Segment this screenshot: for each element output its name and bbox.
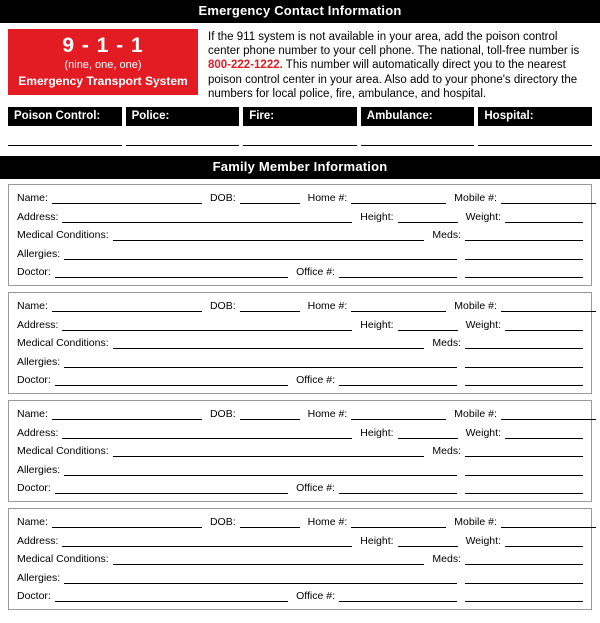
field-height[interactable] xyxy=(398,319,458,331)
row-doctor xyxy=(17,266,583,278)
emergency-number-spelled: (nine, one, one) xyxy=(64,59,142,71)
contact-label-police: Police: xyxy=(126,107,240,126)
row-medical xyxy=(17,229,583,241)
row-medical xyxy=(17,445,583,457)
field-weight[interactable] xyxy=(505,427,583,439)
field-doctor[interactable] xyxy=(55,482,288,494)
emergency-number: 9 - 1 - 1 xyxy=(62,34,144,57)
field-address[interactable] xyxy=(62,319,352,331)
label-home: Home #: xyxy=(307,192,348,205)
field-medical-conditions[interactable] xyxy=(113,445,425,457)
label-medical-conditions: Medical Conditions: xyxy=(17,337,109,350)
field-address[interactable] xyxy=(62,535,352,547)
row-doctor xyxy=(17,374,583,386)
row-doctor xyxy=(17,590,583,602)
label-office: Office #: xyxy=(296,482,335,495)
label-home: Home #: xyxy=(307,516,348,529)
emergency-contact-write-lines xyxy=(0,144,600,146)
label-office: Office #: xyxy=(296,374,335,387)
field-office-phone[interactable] xyxy=(339,266,457,278)
section-header-family: Family Member Information xyxy=(0,156,600,179)
label-doctor: Doctor: xyxy=(17,266,51,279)
field-doctor[interactable] xyxy=(55,374,288,386)
row-identity xyxy=(17,408,583,420)
contact-line-ambulance[interactable] xyxy=(361,144,475,146)
field-home-phone[interactable] xyxy=(351,300,446,312)
label-home: Home #: xyxy=(307,408,348,421)
label-mobile: Mobile #: xyxy=(454,300,497,313)
field-weight[interactable] xyxy=(505,319,583,331)
emergency-contact-labels xyxy=(0,103,600,126)
row-allergies xyxy=(17,356,583,368)
field-dob[interactable] xyxy=(240,300,300,312)
field-allergies[interactable] xyxy=(64,248,457,260)
field-allergies[interactable] xyxy=(64,464,457,476)
contact-label-hospital: Hospital: xyxy=(478,107,592,126)
row-address xyxy=(17,535,583,547)
label-weight: Weight: xyxy=(465,210,501,223)
field-height[interactable] xyxy=(398,535,458,547)
field-doctor[interactable] xyxy=(55,590,288,602)
label-mobile: Mobile #: xyxy=(454,516,497,529)
label-allergies: Allergies: xyxy=(17,571,61,584)
row-allergies xyxy=(17,572,583,584)
field-medical-conditions[interactable] xyxy=(113,229,425,241)
label-name: Name: xyxy=(17,300,48,313)
field-home-phone[interactable] xyxy=(351,408,446,420)
label-weight: Weight: xyxy=(465,426,501,439)
row-address xyxy=(17,319,583,331)
field-weight[interactable] xyxy=(505,211,583,223)
field-dob[interactable] xyxy=(240,516,300,528)
row-doctor xyxy=(17,482,583,494)
field-doctor-extra[interactable] xyxy=(465,374,583,386)
emergency-transport-system-label: Emergency Transport System xyxy=(18,74,188,88)
label-height: Height: xyxy=(360,318,394,331)
label-doctor: Doctor: xyxy=(17,590,51,603)
label-dob: DOB: xyxy=(209,408,236,421)
field-medical-conditions[interactable] xyxy=(113,553,425,565)
label-address: Address: xyxy=(17,426,59,439)
label-dob: DOB: xyxy=(209,516,236,529)
field-office-phone[interactable] xyxy=(339,590,457,602)
family-member-card xyxy=(8,184,592,286)
field-doctor-extra[interactable] xyxy=(465,266,583,278)
label-allergies: Allergies: xyxy=(17,463,61,476)
field-allergies-extra[interactable] xyxy=(465,464,583,476)
field-address[interactable] xyxy=(62,427,352,439)
label-name: Name: xyxy=(17,516,48,529)
field-doctor-extra[interactable] xyxy=(465,590,583,602)
field-mobile-phone[interactable] xyxy=(501,192,596,204)
label-home: Home #: xyxy=(307,300,348,313)
row-medical xyxy=(17,337,583,349)
row-address xyxy=(17,211,583,223)
label-medical-conditions: Medical Conditions: xyxy=(17,445,109,458)
row-allergies xyxy=(17,248,583,260)
label-address: Address: xyxy=(17,318,59,331)
row-identity xyxy=(17,192,583,204)
section-header-emergency: Emergency Contact Information xyxy=(0,0,600,23)
label-name: Name: xyxy=(17,408,48,421)
emergency-911-badge xyxy=(8,29,198,95)
contact-line-poison-control[interactable] xyxy=(8,144,122,146)
label-doctor: Doctor: xyxy=(17,374,51,387)
field-meds[interactable] xyxy=(465,229,583,241)
field-name[interactable] xyxy=(52,408,202,420)
field-office-phone[interactable] xyxy=(339,482,457,494)
label-medical-conditions: Medical Conditions: xyxy=(17,229,109,242)
label-height: Height: xyxy=(360,534,394,547)
emergency-block xyxy=(0,23,600,103)
family-member-card xyxy=(8,508,592,610)
label-mobile: Mobile #: xyxy=(454,408,497,421)
label-weight: Weight: xyxy=(465,534,501,547)
label-address: Address: xyxy=(17,210,59,223)
field-mobile-phone[interactable] xyxy=(501,408,596,420)
label-allergies: Allergies: xyxy=(17,355,61,368)
field-mobile-phone[interactable] xyxy=(501,516,596,528)
field-doctor-extra[interactable] xyxy=(465,482,583,494)
emergency-instructions-part1: If the 911 system is not available in your area, add the poison control center phone number to your cell phone. The national, toll-free number is xyxy=(208,31,580,58)
field-home-phone[interactable] xyxy=(351,192,446,204)
contact-line-fire[interactable] xyxy=(243,144,357,146)
label-meds: Meds: xyxy=(432,553,461,566)
field-meds[interactable] xyxy=(465,553,583,565)
contact-label-poison-control: Poison Control: xyxy=(8,107,122,126)
label-doctor: Doctor: xyxy=(17,482,51,495)
field-doctor[interactable] xyxy=(55,266,288,278)
contact-label-fire: Fire: xyxy=(243,107,357,126)
field-meds[interactable] xyxy=(465,337,583,349)
row-allergies xyxy=(17,464,583,476)
field-height[interactable] xyxy=(398,427,458,439)
label-medical-conditions: Medical Conditions: xyxy=(17,553,109,566)
label-name: Name: xyxy=(17,192,48,205)
label-allergies: Allergies: xyxy=(17,247,61,260)
label-mobile: Mobile #: xyxy=(454,192,497,205)
field-mobile-phone[interactable] xyxy=(501,300,596,312)
field-dob[interactable] xyxy=(240,192,300,204)
label-meds: Meds: xyxy=(432,337,461,350)
field-home-phone[interactable] xyxy=(351,516,446,528)
family-member-card xyxy=(8,400,592,502)
label-weight: Weight: xyxy=(465,318,501,331)
emergency-instructions xyxy=(208,29,592,101)
label-address: Address: xyxy=(17,534,59,547)
field-address[interactable] xyxy=(62,211,352,223)
family-member-cards xyxy=(0,179,600,610)
contact-line-hospital[interactable] xyxy=(478,144,592,146)
emergency-instructions-part2: This number will automatically direct you to the nearest poison control center in your area. Also add to your phone's directory the numbers for local police, fire, ambulance, and hospital. xyxy=(208,59,578,100)
row-address xyxy=(17,427,583,439)
family-member-card xyxy=(8,292,592,394)
field-allergies-extra[interactable] xyxy=(465,248,583,260)
spacer xyxy=(0,146,600,156)
field-allergies[interactable] xyxy=(64,356,457,368)
label-office: Office #: xyxy=(296,266,335,279)
field-allergies-extra[interactable] xyxy=(465,572,583,584)
row-medical xyxy=(17,553,583,565)
field-medical-conditions[interactable] xyxy=(113,337,425,349)
label-meds: Meds: xyxy=(432,445,461,458)
poison-control-national-number: 800-222-1222. xyxy=(208,59,283,72)
label-height: Height: xyxy=(360,426,394,439)
row-identity xyxy=(17,516,583,528)
field-meds[interactable] xyxy=(465,445,583,457)
field-height[interactable] xyxy=(398,211,458,223)
label-meds: Meds: xyxy=(432,229,461,242)
field-dob[interactable] xyxy=(240,408,300,420)
label-office: Office #: xyxy=(296,590,335,603)
field-name[interactable] xyxy=(52,300,202,312)
field-name[interactable] xyxy=(52,516,202,528)
row-identity xyxy=(17,300,583,312)
field-allergies-extra[interactable] xyxy=(465,356,583,368)
field-weight[interactable] xyxy=(505,535,583,547)
field-name[interactable] xyxy=(52,192,202,204)
field-office-phone[interactable] xyxy=(339,374,457,386)
label-dob: DOB: xyxy=(209,300,236,313)
label-dob: DOB: xyxy=(209,192,236,205)
contact-line-police[interactable] xyxy=(126,144,240,146)
field-allergies[interactable] xyxy=(64,572,457,584)
label-height: Height: xyxy=(360,210,394,223)
contact-label-ambulance: Ambulance: xyxy=(361,107,475,126)
